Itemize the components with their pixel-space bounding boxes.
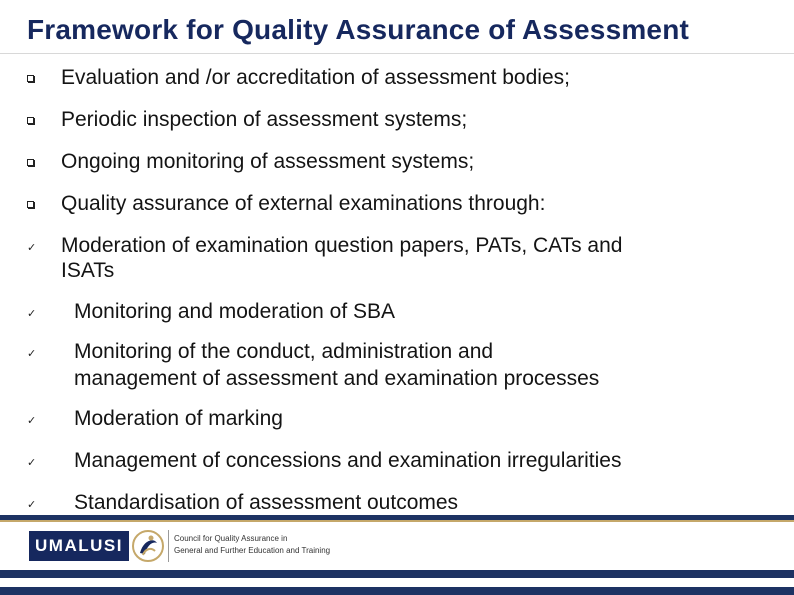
checkmark-icon: ✓	[27, 348, 37, 360]
square-bullet-icon	[27, 159, 34, 166]
list-item-text: Standardisation of assessment outcomes	[74, 491, 459, 514]
square-bullet-icon	[27, 75, 34, 82]
umalusi-logo: UMALUSI	[29, 531, 129, 561]
list-item-text: Periodic inspection of assessment systems;	[61, 108, 468, 131]
list-item-text: Management of concessions and examination irregularities	[74, 449, 622, 472]
square-bullet-icon	[27, 201, 34, 208]
list-item-text: Monitoring of the conduct, administration and	[74, 340, 494, 363]
logo-divider	[168, 530, 169, 562]
list-item-text: Moderation of examination question papers, PATs, CATs and	[61, 234, 623, 257]
list-item-text: Monitoring and moderation of SBA	[74, 300, 396, 323]
checkmark-icon: ✓	[27, 415, 37, 427]
tagline-line: General and Further Education and Training	[174, 546, 331, 555]
list-item-text: Evaluation and /or accreditation of assessment bodies;	[61, 66, 570, 89]
list-item-text: Ongoing monitoring of assessment systems;	[61, 150, 475, 173]
umalusi-emblem-icon	[131, 527, 165, 565]
page-title: Framework for Quality Assurance of Assessment	[27, 14, 690, 45]
list-item-text: Moderation of marking	[74, 407, 283, 430]
footer-bottom-bar	[0, 570, 794, 578]
checkmark-icon: ✓	[27, 499, 37, 511]
organization-tagline	[174, 533, 374, 557]
list-item-text: Quality assurance of external examinations through:	[61, 192, 546, 215]
footer-gold-stripe	[0, 520, 794, 522]
list-item-text-continued: management of assessment and examination processes	[74, 367, 600, 390]
checkmark-icon: ✓	[27, 308, 37, 320]
tagline-line: Council for Quality Assurance in	[174, 534, 288, 543]
checkmark-icon: ✓	[27, 457, 37, 469]
checkmark-icon: ✓	[27, 242, 37, 254]
list-item-text-continued: ISATs	[61, 259, 115, 282]
footer-bottom-bar	[0, 587, 794, 595]
title-divider	[0, 53, 794, 54]
square-bullet-icon	[27, 117, 34, 124]
